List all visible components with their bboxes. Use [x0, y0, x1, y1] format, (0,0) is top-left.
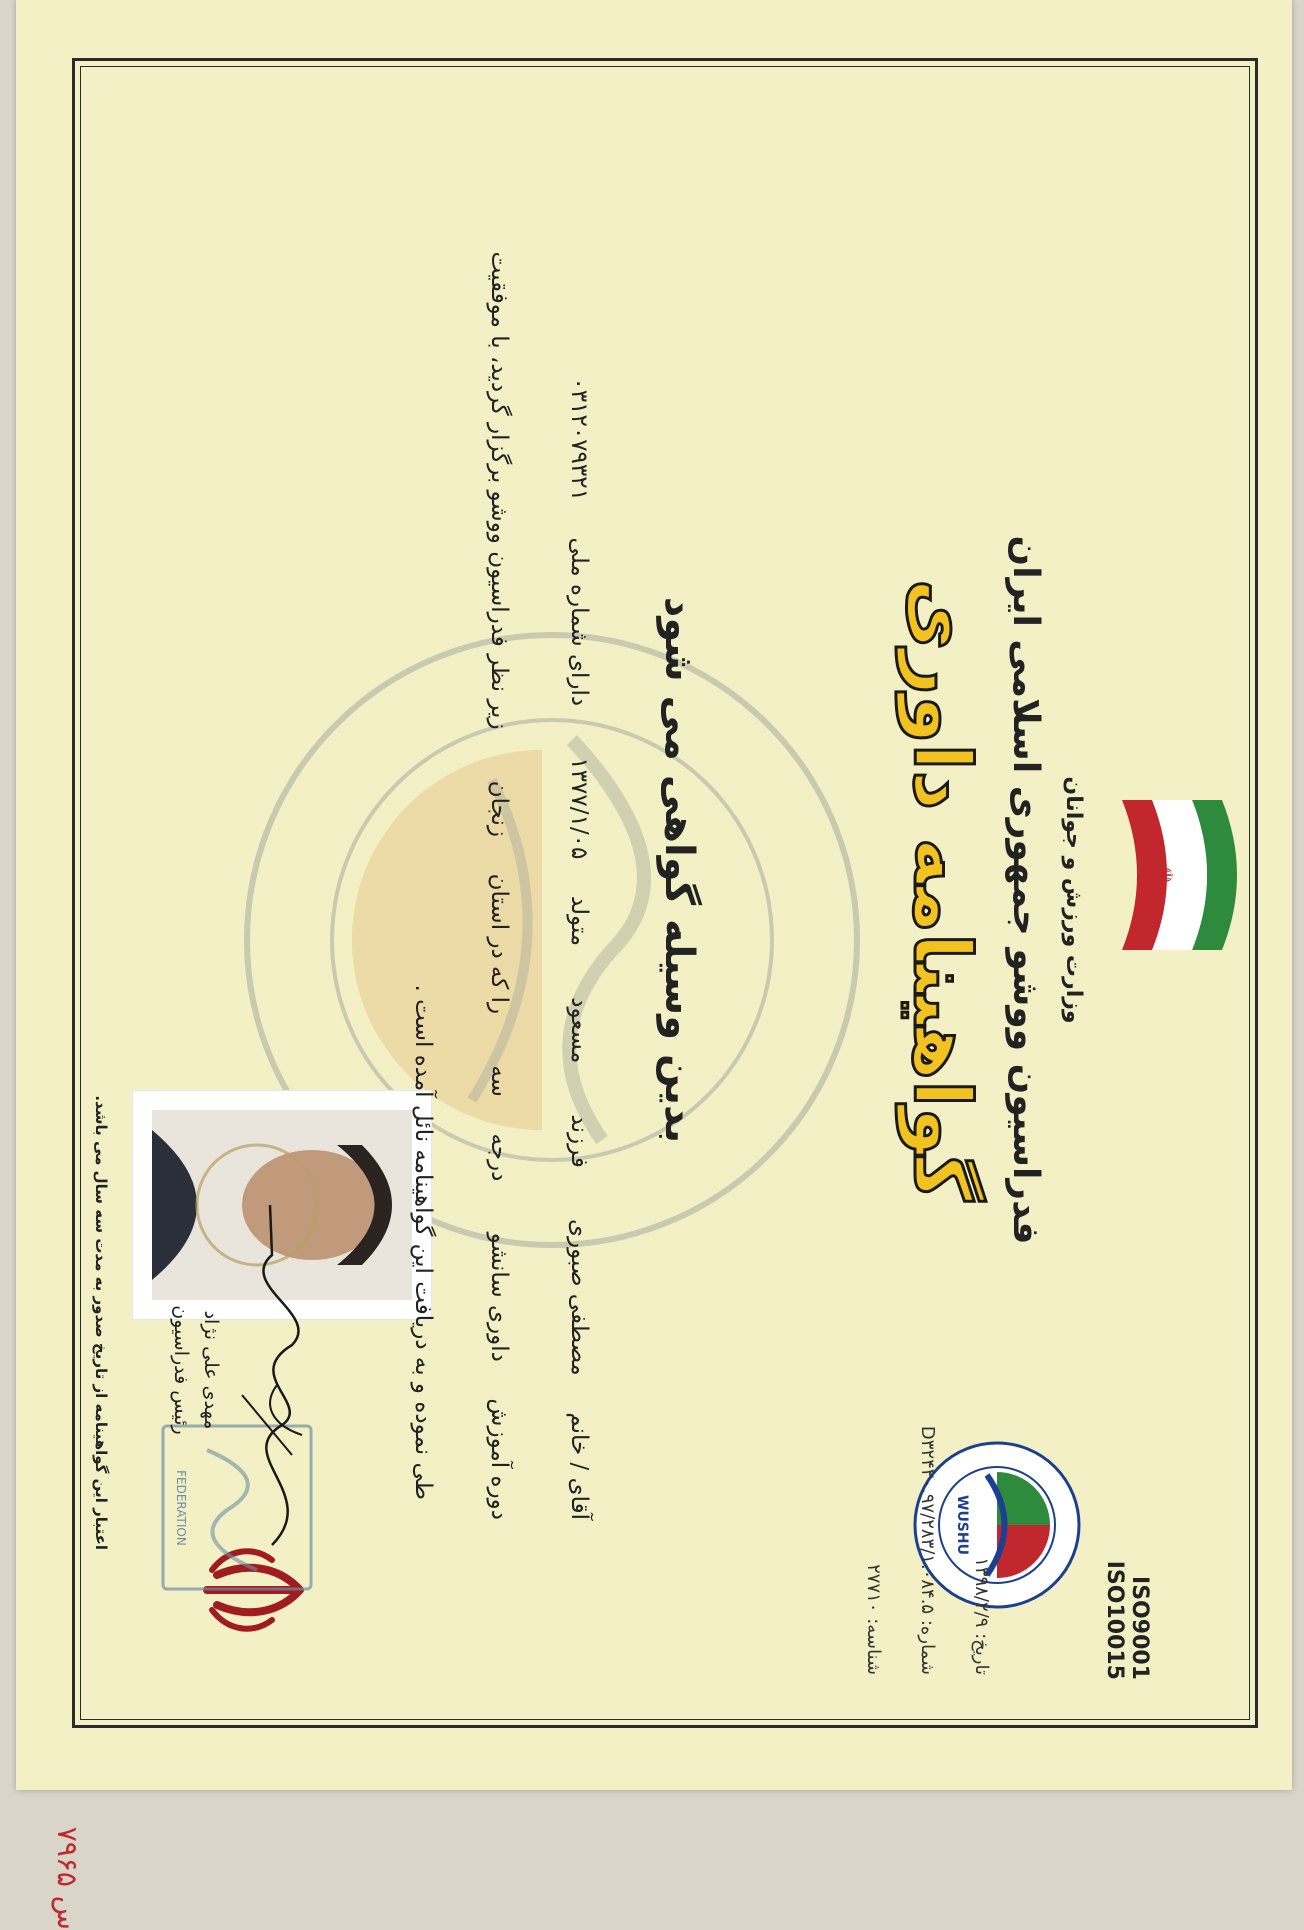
certificate-content [16, 0, 1292, 1930]
federation-name: فدراسیون ووشو جمهوری اسلامی ایران [1005, 535, 1046, 1245]
birth-date: ۱۳۷۷/۱/۰۵ [566, 757, 592, 860]
number-value: D۳۲۴۲۰.۹۷/۲۸۳/۱.۰۸۴.۵ [917, 1425, 938, 1615]
validity-note: اعتبار این گواهینامه از تاریخ صدور به مدت سه سال می باشد. [92, 1095, 110, 1550]
certificate-canvas [16, 0, 1292, 1930]
svg-text:WUSHU: WUSHU [954, 1495, 970, 1555]
national-id: ۰۳۱۲۰۷۹۳۲۱ [566, 377, 592, 501]
svg-text:FEDERATION: FEDERATION [174, 1470, 188, 1546]
father-label: فرزند [566, 1114, 592, 1168]
iran-flag-icon [1092, 790, 1252, 960]
holder-details-line [566, 200, 592, 1520]
id-label: شناسه: [863, 1618, 884, 1675]
father-name: مسعود [566, 997, 592, 1064]
signer-name: مهدی علی نژاد [200, 1310, 222, 1430]
iso-9001: ISO9001 [1127, 1576, 1152, 1680]
number-label: شماره: [917, 1619, 938, 1675]
certificate-meta [830, 1375, 992, 1675]
date-value: ۱۳۹۸/۲/۹ [971, 1557, 992, 1628]
iso-10015: ISO10015 [1102, 1560, 1127, 1680]
date-label: تاریخ: [971, 1633, 992, 1675]
course-label: دوره آموزش [486, 1398, 512, 1520]
id-value: ۲۷۷۱۰ [863, 1564, 884, 1613]
svg-text:☫: ☫ [1155, 866, 1176, 884]
completion-line: طی نموده و به دریافت این گواهینامه نائل آمده است . [410, 984, 436, 1500]
title-label: آقای / خانم [566, 1412, 592, 1520]
serial-number: س ۷۹۶۵ [51, 1826, 84, 1930]
supervision-text: زیر نظر فدراسیون ووشو برگزار گردید، با موفقیت [486, 251, 512, 730]
birth-label: متولد [566, 895, 592, 947]
province-label: را که در استان [486, 873, 512, 1015]
national-id-label: دارای شماره ملی [566, 537, 592, 707]
ministry-name: وزارت ورزش و جوانان [1061, 776, 1086, 1024]
signer-title: رئیس فدراسیون [170, 1305, 192, 1435]
course-name: داوری سانشو [486, 1232, 512, 1362]
holder-name: مصطفی صبوری [566, 1219, 592, 1376]
grade-label: درجه [486, 1133, 512, 1182]
certificate-title: گواهینامه داوری [896, 578, 986, 1202]
course-details-line [486, 200, 512, 1520]
iso-certifications [1102, 1420, 1152, 1680]
certificate-intro: بدین وسیله گواهی می شود [656, 596, 702, 1144]
signature [212, 1195, 332, 1555]
province-name: زنجان [486, 780, 512, 838]
grade-value: سه [486, 1065, 512, 1097]
